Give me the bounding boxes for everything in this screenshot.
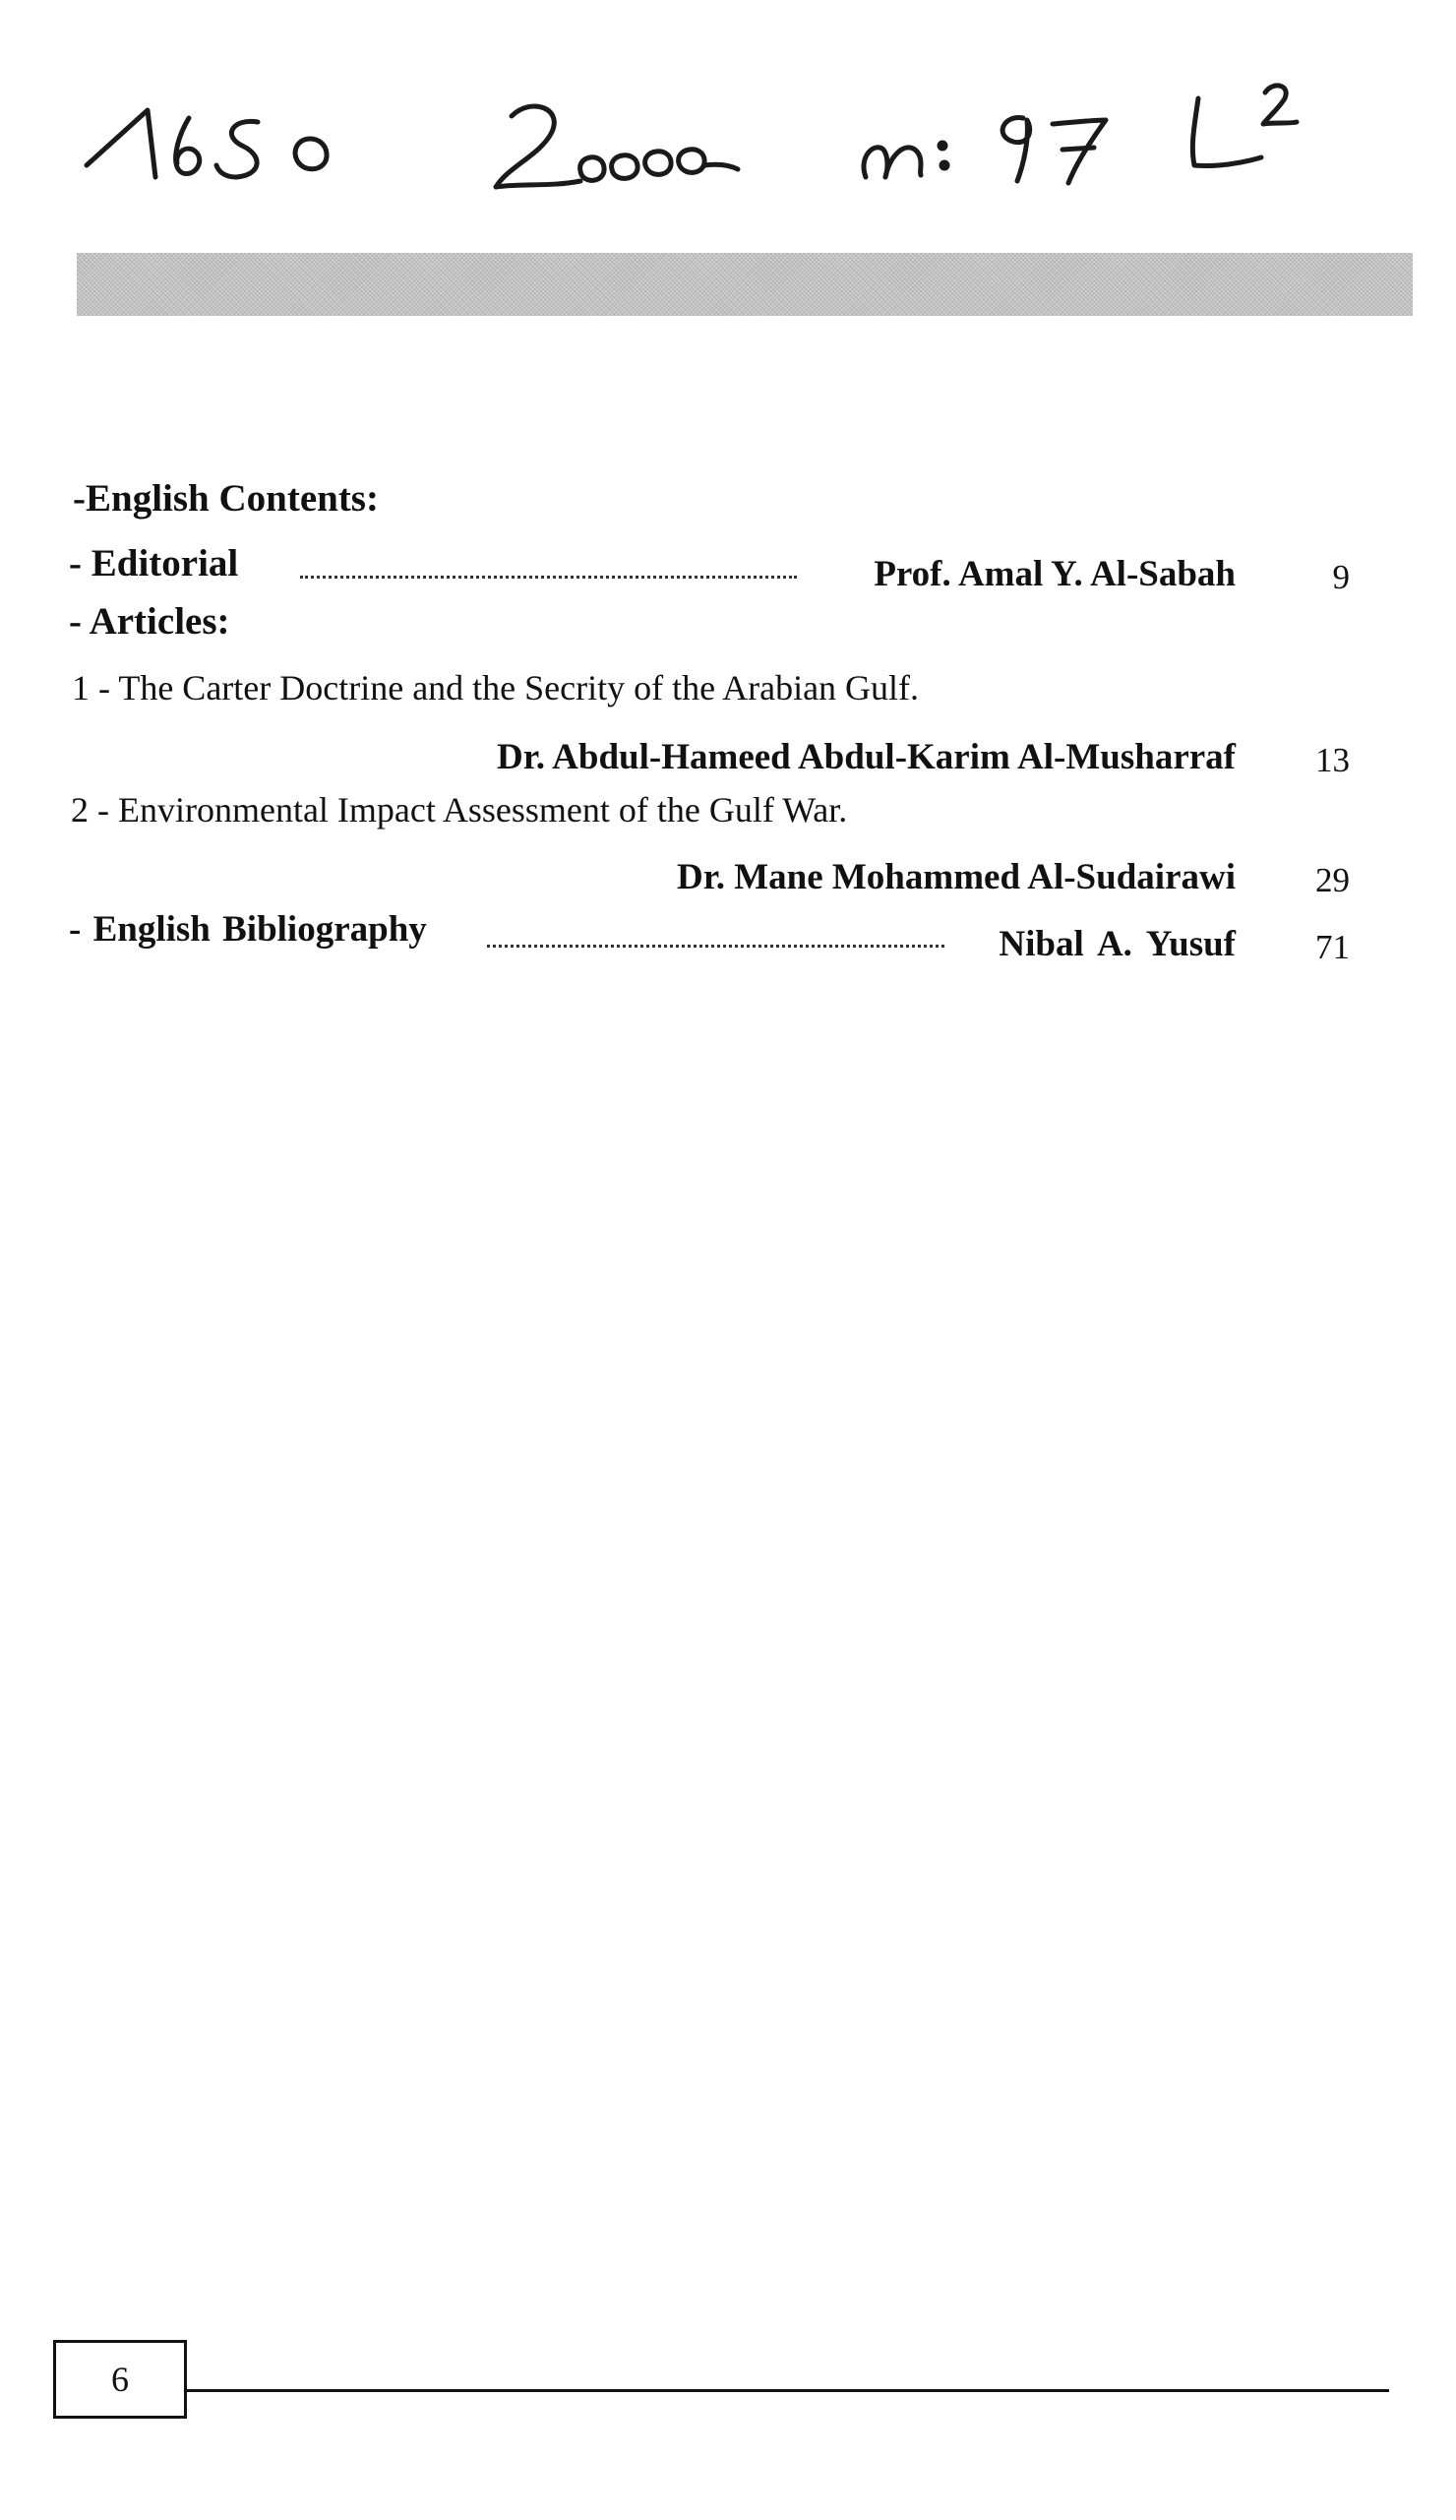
footer-rule <box>187 2389 1389 2392</box>
article-1-page-number: 13 <box>1315 741 1350 779</box>
bibliography-leader-dots <box>487 945 944 948</box>
editorial-author: Prof. Amal Y. Al-Sabah <box>874 554 1236 594</box>
articles-label: - Articles: <box>69 600 230 643</box>
article-1-author: Dr. Abdul-Hameed Abdul-Karim Al-Musharraf <box>496 737 1236 777</box>
page-number: 6 <box>111 2360 129 2399</box>
bibliography-page-number: 71 <box>1315 928 1350 966</box>
editorial-label: - Editorial <box>69 542 239 584</box>
article-2-page-number: 29 <box>1315 861 1350 899</box>
editorial-leader-dots <box>300 576 797 579</box>
table-of-contents <box>0 0 1456 1082</box>
contents-heading: -English Contents: <box>73 477 379 520</box>
bibliography-author: Nibal A. Yusuf <box>999 924 1236 964</box>
article-2-title: 2 - Environmental Impact Assessment of the Gulf War. <box>71 790 848 830</box>
article-1-title: 1 - The Carter Doctrine and the Secrity of the Arabian Gulf. <box>72 668 920 707</box>
article-2-author: Dr. Mane Mohammed Al-Sudairawi <box>676 857 1236 897</box>
page-number-box <box>53 2340 187 2419</box>
editorial-page-number: 9 <box>1332 558 1350 596</box>
bibliography-label: - English Bibliography <box>69 909 427 950</box>
